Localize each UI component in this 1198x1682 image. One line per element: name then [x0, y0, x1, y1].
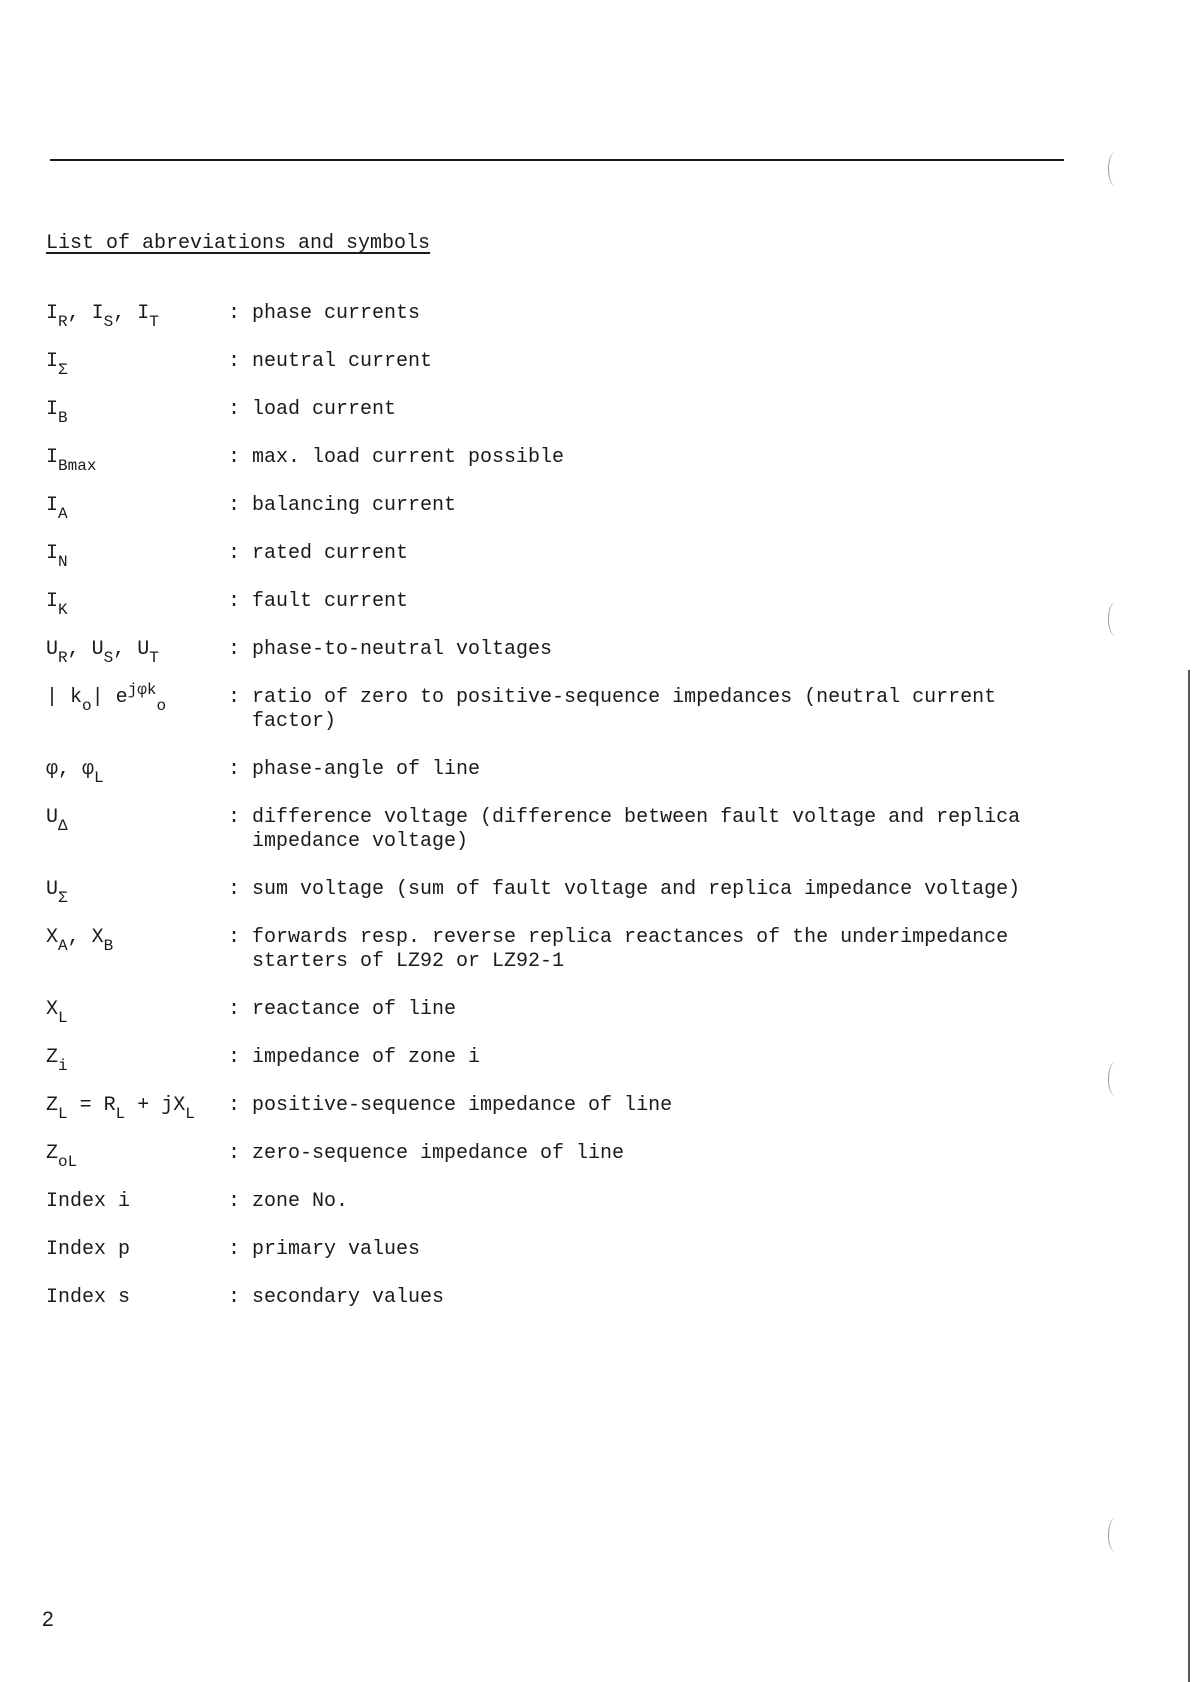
symbol-part: Bmax	[58, 457, 97, 475]
symbol-part: B	[103, 937, 114, 955]
symbol-part: L	[58, 1009, 68, 1027]
symbol-description: forwards resp. reverse replica reactances of the underimpedance starters of LZ92 or LZ92-1	[252, 926, 1009, 973]
symbol	[46, 878, 226, 907]
separator-colon: :	[228, 998, 241, 1021]
separator-colon: :	[228, 1094, 241, 1117]
scan-edge	[1188, 670, 1190, 1682]
punch-hole-mark	[1108, 1062, 1123, 1096]
symbol-part: oL	[58, 1153, 78, 1171]
symbol	[46, 302, 226, 331]
symbol-part: U	[46, 878, 59, 901]
symbol	[46, 1094, 226, 1123]
symbol-description: impedance of zone i	[252, 1046, 481, 1069]
symbol-part: | e	[91, 686, 128, 709]
symbol-part: K	[58, 601, 68, 619]
symbol	[46, 998, 226, 1027]
symbol-part: Z	[46, 1046, 59, 1069]
symbol-description: ratio of zero to positive-sequence impedances (neutral current factor)	[252, 686, 997, 733]
symbol-part: , U	[67, 638, 104, 661]
symbol-part: I	[46, 398, 59, 421]
symbol-description: load current	[252, 398, 397, 421]
punch-hole-mark	[1108, 152, 1123, 186]
symbol	[46, 1142, 226, 1171]
symbol-part: I	[46, 446, 59, 469]
separator-colon: :	[228, 1286, 241, 1309]
symbol-part: jφk	[127, 681, 157, 699]
symbol	[46, 926, 226, 955]
symbol	[46, 590, 226, 619]
symbol-part: , I	[113, 302, 150, 325]
separator-colon: :	[228, 446, 241, 469]
symbol-part: X	[46, 926, 59, 949]
page-number: 2	[42, 1608, 54, 1631]
symbol-part: S	[103, 313, 114, 331]
separator-colon: :	[228, 494, 241, 517]
symbol-part: | k	[46, 686, 83, 709]
symbol-part: = R	[67, 1094, 116, 1117]
symbol	[46, 446, 226, 475]
symbol-part: Index s	[46, 1286, 131, 1309]
symbol-part: Index i	[46, 1190, 131, 1213]
separator-colon: :	[228, 806, 241, 829]
separator-colon: :	[228, 926, 241, 949]
separator-colon: :	[228, 1190, 241, 1213]
symbol-part: I	[46, 350, 59, 373]
symbol-description: difference voltage (difference between fault voltage and replica impedance voltage)	[252, 806, 1021, 853]
symbol	[46, 1286, 226, 1310]
symbol	[46, 1238, 226, 1262]
punch-hole-mark	[1108, 1518, 1123, 1552]
symbol-part: I	[46, 302, 59, 325]
symbol-description: max. load current possible	[252, 446, 565, 469]
symbol-part: R	[58, 649, 68, 667]
symbol	[46, 398, 226, 427]
symbol-part: U	[46, 638, 59, 661]
symbol-part: , X	[67, 926, 104, 949]
symbol-part: o	[156, 697, 167, 715]
symbol-part: o	[82, 697, 92, 715]
symbol-description: rated current	[252, 542, 409, 565]
symbol-part: Δ	[58, 817, 68, 835]
symbol-part: A	[58, 505, 68, 523]
symbol-part: S	[103, 649, 114, 667]
symbol-description: secondary values	[252, 1286, 445, 1309]
separator-colon: :	[228, 398, 241, 421]
symbol-description: zone No.	[252, 1190, 349, 1213]
separator-colon: :	[228, 590, 241, 613]
symbol	[46, 494, 226, 523]
symbol	[46, 1046, 226, 1075]
separator-colon: :	[228, 638, 241, 661]
symbol-part: N	[58, 553, 68, 571]
symbol	[46, 542, 226, 571]
separator-colon: :	[228, 1046, 241, 1069]
symbol-description: zero-sequence impedance of line	[252, 1142, 625, 1165]
symbol	[46, 350, 226, 379]
symbol-description: balancing current	[252, 494, 457, 517]
page-title: List of abreviations and symbols	[46, 232, 431, 255]
symbol-part: Z	[46, 1142, 59, 1165]
symbol-description: positive-sequence impedance of line	[252, 1094, 673, 1117]
symbol-part: B	[58, 409, 68, 427]
symbol-part: , U	[113, 638, 150, 661]
header-rule	[50, 159, 1064, 161]
symbol-description: phase-angle of line	[252, 758, 481, 781]
symbol	[46, 806, 226, 835]
symbol-part: A	[58, 937, 68, 955]
symbol-part: i	[58, 1057, 68, 1075]
symbol-description: phase-to-neutral voltages	[252, 638, 553, 661]
symbol-description: phase currents	[252, 302, 421, 325]
separator-colon: :	[228, 542, 241, 565]
symbol-part: L	[185, 1105, 195, 1123]
symbol-part: Σ	[58, 889, 68, 907]
symbol-part: Z	[46, 1094, 59, 1117]
symbol-description: primary values	[252, 1238, 421, 1261]
symbol-part: I	[46, 542, 59, 565]
symbol-part: X	[46, 998, 59, 1021]
separator-colon: :	[228, 686, 241, 709]
separator-colon: :	[228, 878, 241, 901]
symbol-description: neutral current	[252, 350, 433, 373]
symbol-part: φ, φ	[46, 758, 95, 781]
punch-hole-mark	[1108, 602, 1123, 636]
symbol-part: + jX	[125, 1094, 186, 1117]
symbol-part: R	[58, 313, 68, 331]
separator-colon: :	[228, 350, 241, 373]
separator-colon: :	[228, 302, 241, 325]
symbol-part: T	[149, 649, 159, 667]
symbol	[46, 638, 226, 667]
symbol	[46, 758, 226, 787]
symbol-part: Σ	[58, 361, 68, 379]
symbol	[46, 1190, 226, 1214]
separator-colon: :	[228, 1142, 241, 1165]
symbol-part: L	[115, 1105, 126, 1123]
symbol-part: I	[46, 494, 59, 517]
symbol-part: I	[46, 590, 59, 613]
symbol	[46, 681, 226, 715]
symbol-part: Index p	[46, 1238, 131, 1261]
symbol-part: U	[46, 806, 59, 829]
symbol-description: sum voltage (sum of fault voltage and replica impedance voltage)	[252, 878, 1021, 901]
symbol-description: fault current	[252, 590, 409, 613]
separator-colon: :	[228, 758, 241, 781]
symbol-description: reactance of line	[252, 998, 457, 1021]
symbol-part: L	[94, 769, 104, 787]
symbol-part: , I	[67, 302, 104, 325]
symbol-part: T	[149, 313, 159, 331]
symbol-part: L	[58, 1105, 68, 1123]
separator-colon: :	[228, 1238, 241, 1261]
